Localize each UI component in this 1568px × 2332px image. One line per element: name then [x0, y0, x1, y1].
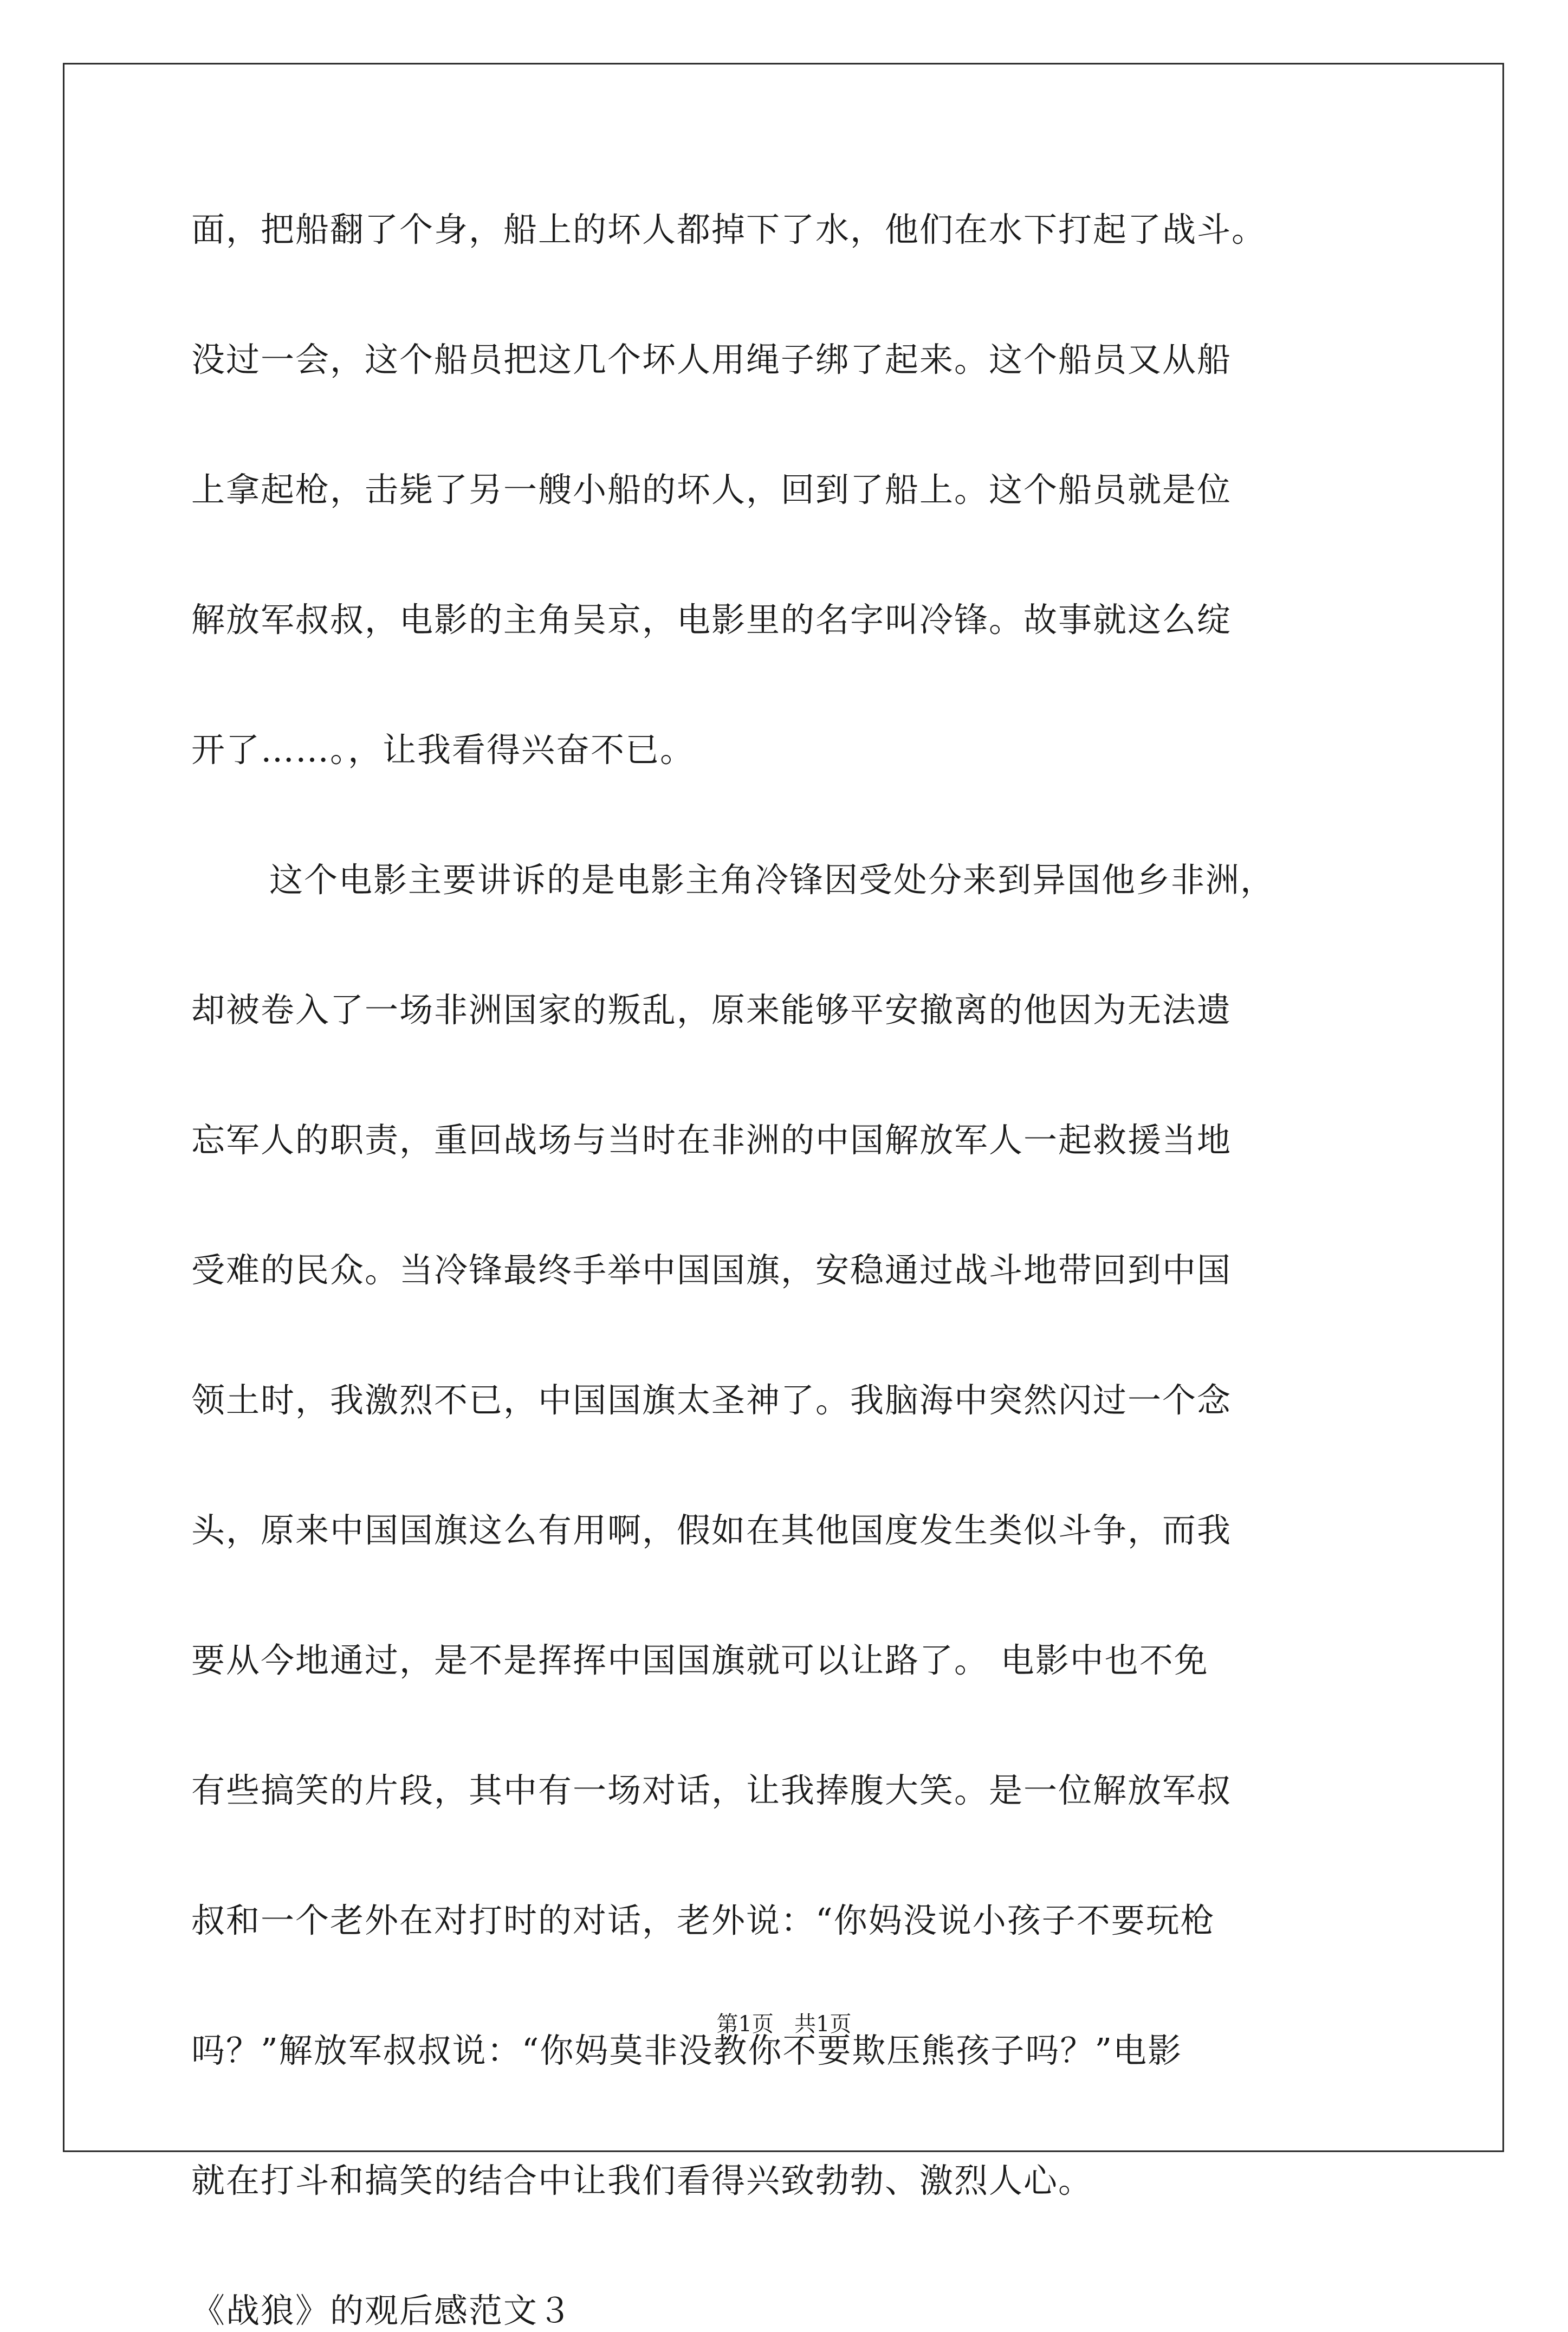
- text-line: 解放军叔叔，电影的主角吴京，电影里的名字叫冷锋。故事就这么绽: [191, 600, 1232, 639]
- text-line: 却被卷入了一场非洲国家的叛乱，原来能够平安撤离的他因为无法遗: [191, 990, 1232, 1030]
- section-heading: 《战狼》的观后感范文３: [191, 2291, 573, 2330]
- text-line: 上拿起枪，击毙了另一艘小船的坏人，回到了船上。这个船员就是位: [191, 470, 1232, 509]
- page-footer: 第1页 共1页: [716, 2012, 852, 2037]
- text-line: 头，原来中国国旗这么有用啊，假如在其他国度发生类似斗争，而我: [191, 1510, 1232, 1550]
- text-line: 叔和一个老外在对打时的对话，老外说：“你妈没说小孩子不要玩枪: [191, 1901, 1215, 1940]
- text-line: 开了……。，让我看得兴奋不已。: [191, 730, 695, 770]
- text-line: 忘军人的职责，重回战场与当时在非洲的中国解放军人一起救援当地: [191, 1120, 1232, 1160]
- text-line: 面，把船翻了个身，船上的坏人都掉下了水，他们在水下打起了战斗。: [191, 210, 1267, 249]
- text-line: 要从今地通过，是不是挥挥中国国旗就可以让路了。 电影中也不免: [191, 1640, 1209, 1680]
- text-line: 没过一会，这个船员把这几个坏人用绳子绑了起来。这个船员又从船: [191, 340, 1232, 379]
- text-line: 就在打斗和搞笑的结合中让我们看得兴致勃勃、激烈人心。: [191, 2161, 1093, 2200]
- paragraph-first-line: 这个电影主要讲诉的是电影主角冷锋因受处分来到异国他乡非洲，: [269, 860, 1275, 900]
- text-line: 有些搞笑的片段，其中有一场对话，让我捧腹大笑。是一位解放军叔: [191, 1771, 1232, 1810]
- text-line: 领土时，我激烈不已，中国国旗太圣神了。我脑海中突然闪过一个念: [191, 1380, 1232, 1420]
- text-line: 吗？”解放军叔叔说：“你妈莫非没教你不要欺压熊孩子吗？”电影: [191, 2031, 1183, 2070]
- text-line: 受难的民众。当冷锋最终手举中国国旗，安稳通过战斗地带回到中国: [191, 1250, 1232, 1290]
